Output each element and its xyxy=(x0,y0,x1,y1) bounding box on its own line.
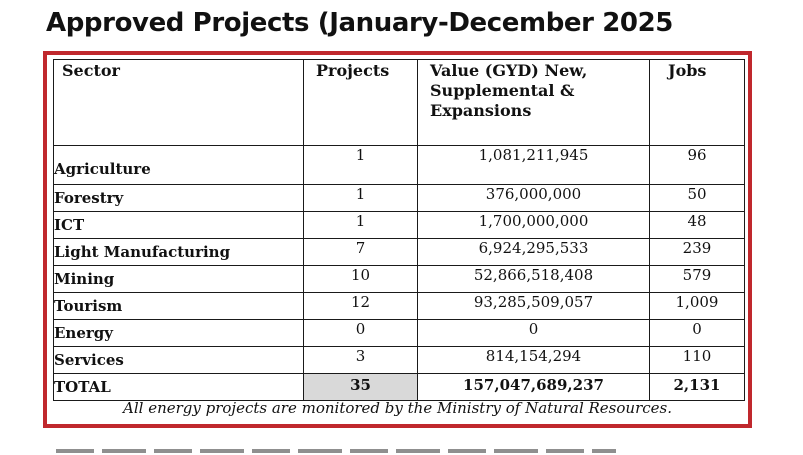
cropped-text-line xyxy=(56,447,616,455)
row-projects: 1 xyxy=(304,212,418,239)
total-label: TOTAL xyxy=(54,374,304,401)
row-value: 1,700,000,000 xyxy=(418,212,650,239)
total-jobs: 2,131 xyxy=(650,374,745,401)
row-jobs: 239 xyxy=(650,239,745,266)
row-value: 814,154,294 xyxy=(418,347,650,374)
row-projects: 12 xyxy=(304,293,418,320)
total-value: 157,047,689,237 xyxy=(418,374,650,401)
row-sector: Services xyxy=(54,347,304,374)
row-value: 376,000,000 xyxy=(418,185,650,212)
row-value: 0 xyxy=(418,320,650,347)
row-sector: ICT xyxy=(54,212,304,239)
table-row xyxy=(54,185,745,212)
row-jobs: 50 xyxy=(650,185,745,212)
total-row xyxy=(54,374,745,401)
row-projects: 0 xyxy=(304,320,418,347)
row-sector: Energy xyxy=(54,320,304,347)
row-value: 1,081,211,945 xyxy=(418,146,650,185)
page-title: Approved Projects (January-December 2025 xyxy=(46,8,673,38)
approved-projects-table xyxy=(53,59,745,401)
row-projects: 1 xyxy=(304,185,418,212)
row-sector: Forestry xyxy=(54,185,304,212)
row-jobs: 96 xyxy=(650,146,745,185)
row-projects: 10 xyxy=(304,266,418,293)
table-row xyxy=(54,320,745,347)
row-value: 6,924,295,533 xyxy=(418,239,650,266)
row-jobs: 1,009 xyxy=(650,293,745,320)
row-projects: 7 xyxy=(304,239,418,266)
row-sector: Tourism xyxy=(54,293,304,320)
table-row xyxy=(54,266,745,293)
header-row xyxy=(54,60,745,146)
header-projects: Projects xyxy=(304,60,418,146)
table-row xyxy=(54,239,745,266)
table-row xyxy=(54,347,745,374)
row-value: 52,866,518,408 xyxy=(418,266,650,293)
table-row xyxy=(54,146,745,185)
row-jobs: 579 xyxy=(650,266,745,293)
header-sector: Sector xyxy=(54,60,304,146)
row-value: 93,285,509,057 xyxy=(418,293,650,320)
header-value: Value (GYD) New, Supplemental & Expansions xyxy=(418,60,650,146)
row-projects: 3 xyxy=(304,347,418,374)
table-row xyxy=(54,293,745,320)
row-sector: Mining xyxy=(54,266,304,293)
row-sector: Agriculture xyxy=(54,146,304,185)
row-projects: 1 xyxy=(304,146,418,185)
footnote: All energy projects are monitored by the Ministry of Natural Resources. xyxy=(123,399,672,417)
row-jobs: 110 xyxy=(650,347,745,374)
total-projects: 35 xyxy=(304,374,418,401)
table-body xyxy=(54,146,745,401)
table-frame xyxy=(43,51,752,428)
row-sector: Light Manufacturing xyxy=(54,239,304,266)
table-row xyxy=(54,212,745,239)
row-jobs: 0 xyxy=(650,320,745,347)
header-jobs: Jobs xyxy=(650,60,745,146)
row-jobs: 48 xyxy=(650,212,745,239)
